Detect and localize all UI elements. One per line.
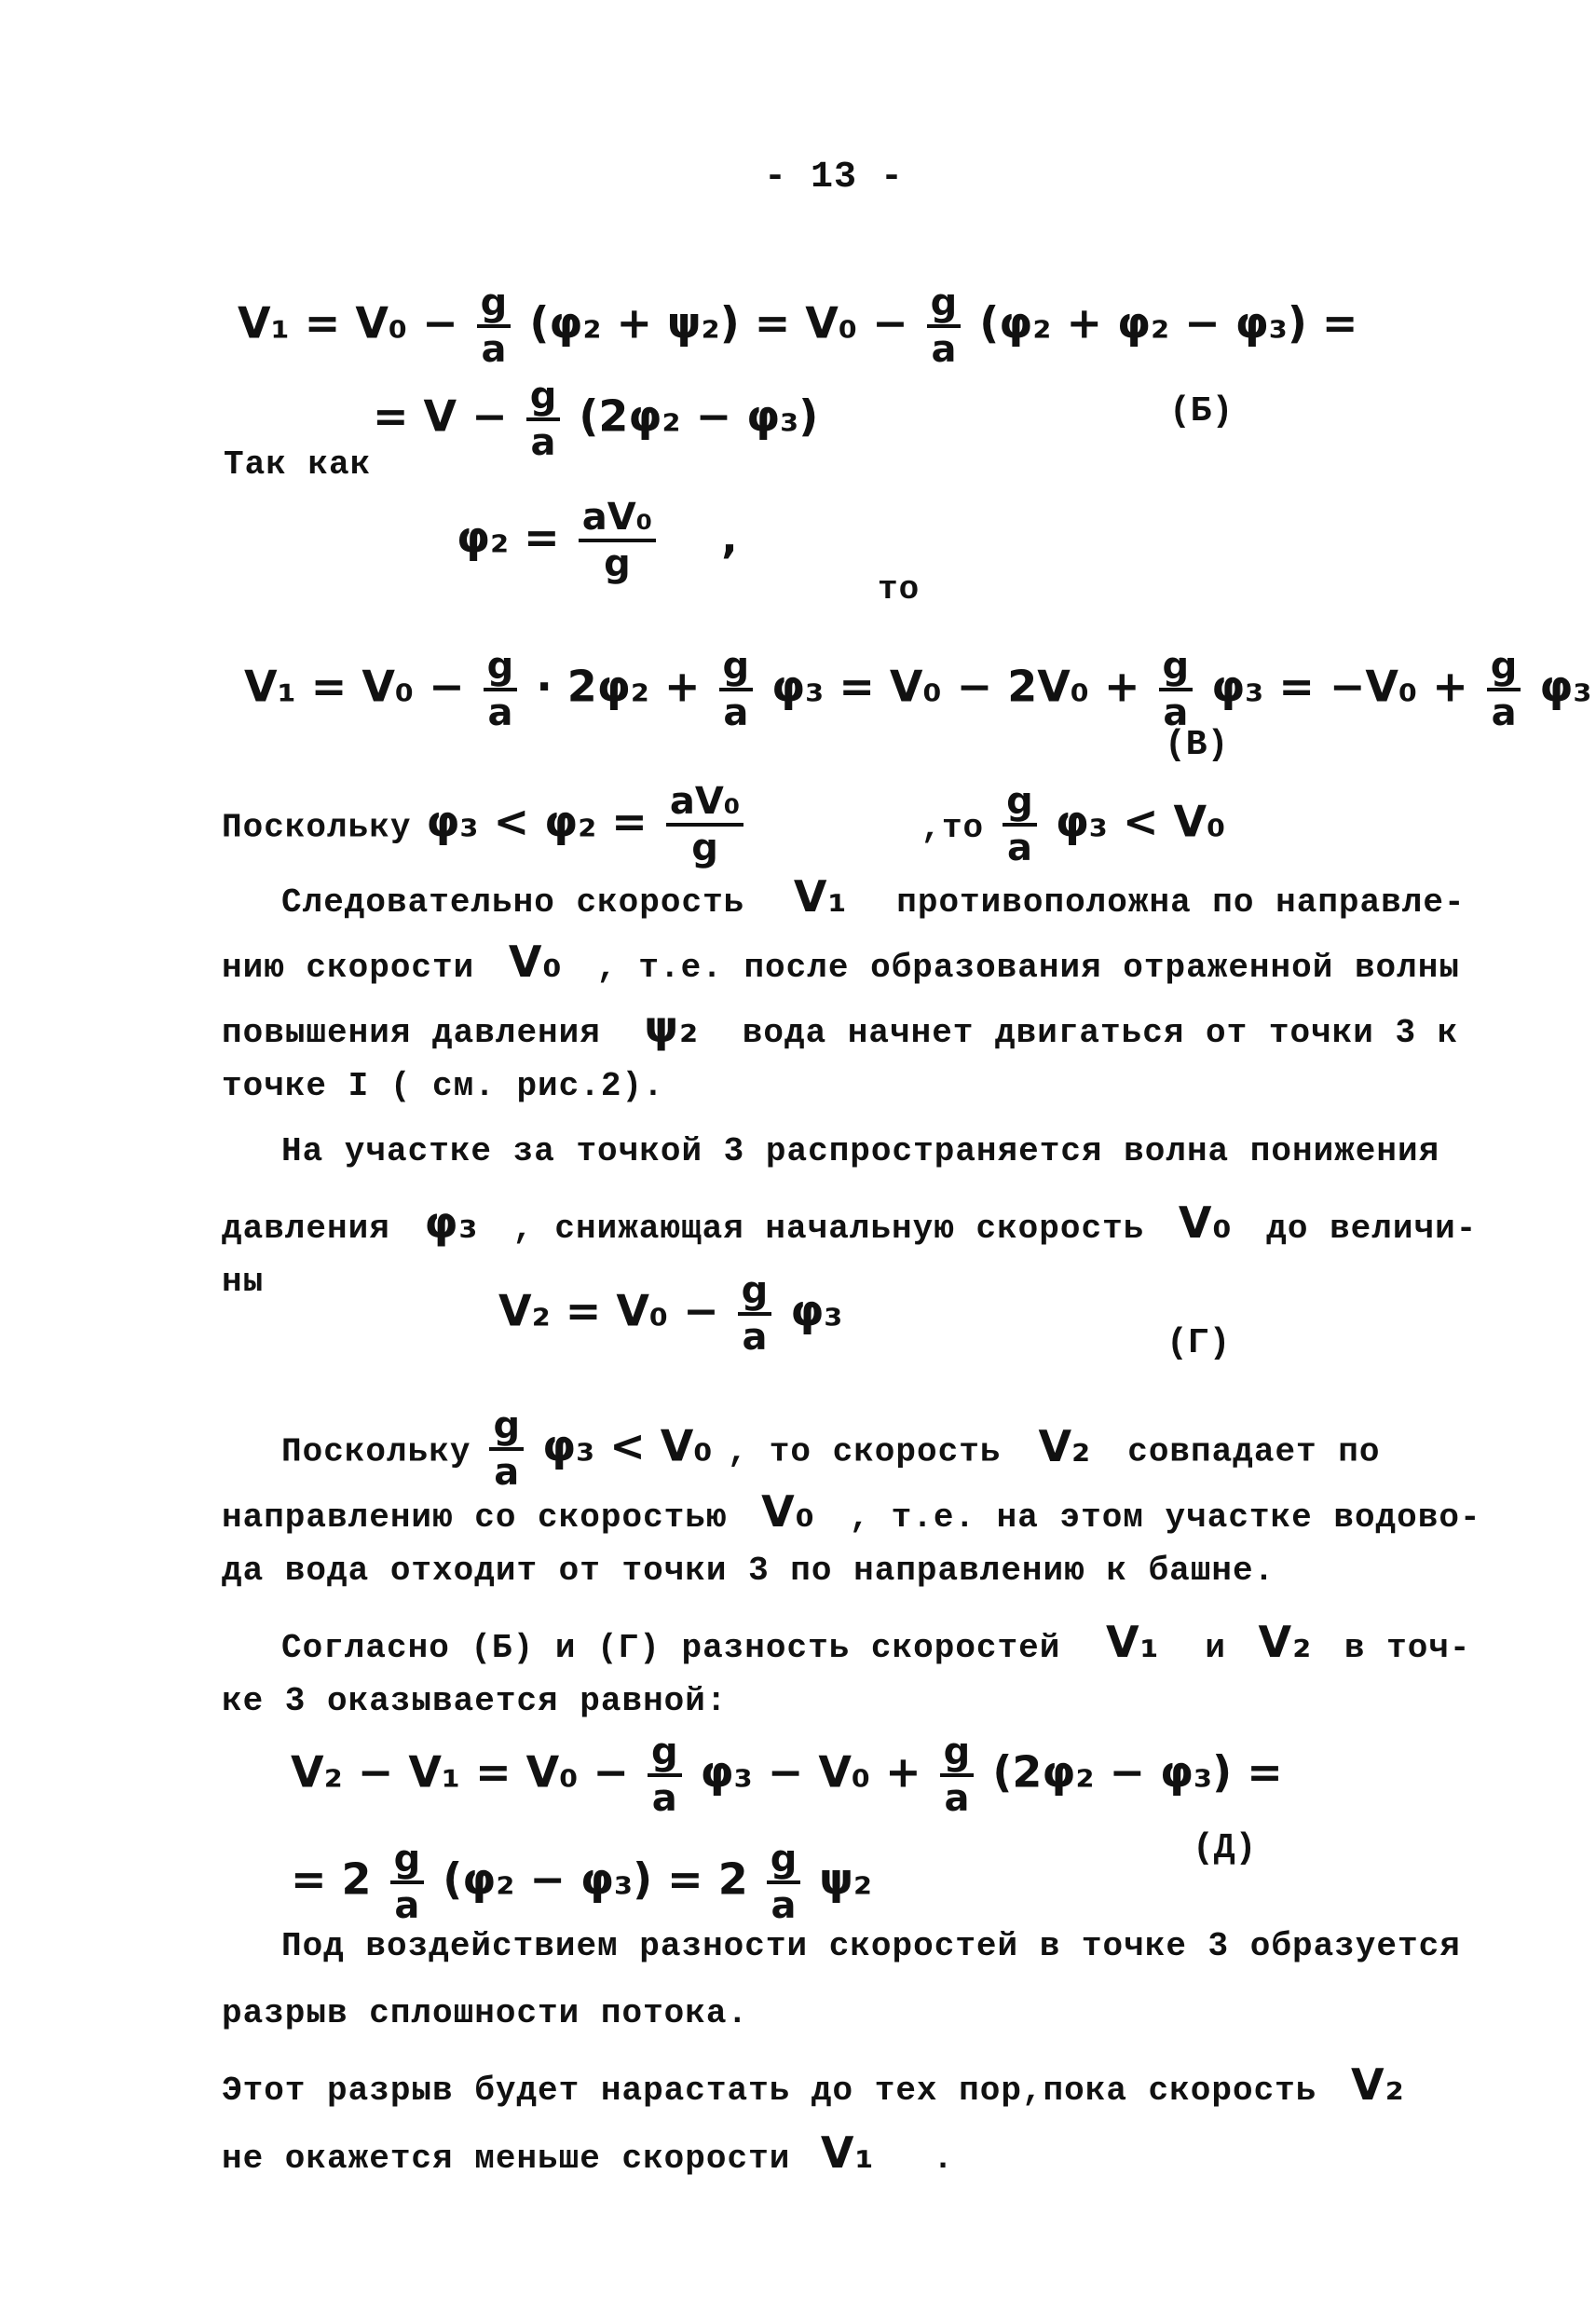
denominator: a bbox=[771, 1884, 797, 1927]
eq-text: φ₃ < V₀ bbox=[542, 1420, 713, 1471]
denominator: a bbox=[481, 328, 507, 371]
denominator: a bbox=[494, 1451, 520, 1494]
numerator: g bbox=[927, 284, 962, 328]
para3-line2 bbox=[222, 1197, 1477, 1248]
numerator: g bbox=[477, 284, 512, 328]
para6-line4 bbox=[222, 2127, 954, 2178]
text: Поскольку bbox=[281, 1432, 471, 1471]
denominator: a bbox=[944, 1777, 970, 1820]
numerator: g bbox=[390, 1840, 425, 1884]
fraction-av0-over-g bbox=[666, 780, 743, 869]
fraction-g-over-a bbox=[489, 1404, 524, 1494]
numerator: g bbox=[526, 377, 561, 421]
text: Следовательно скорость bbox=[281, 883, 745, 922]
text: , т.е. на этом участке водово- bbox=[849, 1498, 1481, 1537]
text: направлению со скоростью bbox=[222, 1498, 728, 1537]
symbol-v2: V₂ bbox=[1351, 2059, 1405, 2110]
text: до величи- bbox=[1266, 1210, 1478, 1248]
eq-text: = V − bbox=[373, 390, 508, 442]
text: , снижающая начальную скорость bbox=[512, 1210, 1145, 1248]
equation-b-line1 bbox=[238, 281, 1358, 371]
text: совпадает по bbox=[1127, 1432, 1381, 1471]
eq-text: φ₃ bbox=[790, 1285, 843, 1336]
fraction-av0-over-g bbox=[579, 496, 656, 585]
para4-line2 bbox=[222, 1486, 1481, 1537]
para4-line1 bbox=[281, 1404, 1381, 1494]
fraction-g-over-a bbox=[1003, 780, 1037, 869]
fraction-g-over-a bbox=[1487, 645, 1521, 734]
denominator: g bbox=[691, 827, 718, 869]
denominator: g bbox=[604, 542, 631, 585]
text: ,то bbox=[921, 808, 985, 847]
eq-text: φ₃ < V₀ bbox=[1055, 796, 1226, 847]
fraction-g-over-a bbox=[648, 1730, 682, 1820]
text: не окажется меньше скорости bbox=[222, 2140, 791, 2178]
para6-line1: Под воздействием разности скоростей в точке 3 образуется bbox=[281, 1927, 1461, 1965]
text: , то скорость bbox=[727, 1432, 1002, 1471]
numerator: g bbox=[1159, 648, 1194, 691]
symbol-v1: V₁ bbox=[820, 2127, 875, 2178]
fraction-g-over-a bbox=[526, 375, 561, 464]
symbol-phi3: φ₃ bbox=[424, 1197, 479, 1248]
eq-text: (2φ₂ − φ₃) bbox=[579, 390, 819, 442]
numerator: g bbox=[940, 1733, 975, 1777]
eq-text: φ₃ < φ₂ = bbox=[426, 796, 648, 847]
equation-g bbox=[498, 1269, 843, 1359]
equation-phi2 bbox=[457, 496, 738, 585]
numerator: g bbox=[484, 648, 518, 691]
eq-text: φ₃ = V₀ − 2V₀ + bbox=[771, 661, 1140, 712]
fraction-g-over-a bbox=[927, 281, 962, 371]
para5-line1 bbox=[281, 1617, 1471, 1667]
para2-line2 bbox=[222, 937, 1460, 987]
eq-text: V₁ = V₀ − bbox=[244, 661, 465, 712]
symbol-v0: V₀ bbox=[508, 937, 563, 987]
page-number: - 13 - bbox=[764, 157, 905, 198]
line-poskolku-1 bbox=[222, 780, 1226, 869]
symbol-v1: V₁ bbox=[1105, 1617, 1160, 1667]
text: противоположна по направле- bbox=[896, 883, 1466, 922]
text: и bbox=[1205, 1629, 1226, 1667]
symbol-v1: V₁ bbox=[793, 871, 848, 922]
fraction-g-over-a bbox=[390, 1838, 425, 1927]
fraction-g-over-a bbox=[940, 1730, 975, 1820]
para2-line3 bbox=[222, 1002, 1458, 1052]
numerator: g bbox=[738, 1272, 772, 1316]
eq-text: φ₃ bbox=[1539, 661, 1592, 712]
symbol-v2: V₂ bbox=[1038, 1420, 1091, 1471]
symbol-v2: V₂ bbox=[1258, 1617, 1313, 1667]
fraction-g-over-a bbox=[719, 645, 754, 734]
eq-comma: , bbox=[721, 512, 738, 563]
denominator: a bbox=[1163, 691, 1189, 734]
eq-text: (φ₂ − φ₃) = 2 bbox=[443, 1853, 748, 1905]
text-to: то bbox=[878, 570, 921, 609]
text: Этот разрыв будет нарастать до тех пор,пока скорость bbox=[222, 2072, 1317, 2110]
equation-label-v: (В) bbox=[1165, 725, 1229, 765]
denominator: a bbox=[931, 328, 957, 371]
eq-text: (φ₂ + ψ₂) = V₀ − bbox=[529, 297, 908, 349]
equation-label-g: (Г) bbox=[1166, 1323, 1231, 1363]
text: вода начнет двигаться от точки 3 к bbox=[742, 1014, 1459, 1052]
denominator: a bbox=[394, 1884, 420, 1927]
eq-text: (2φ₂ − φ₃) = bbox=[992, 1746, 1283, 1798]
fraction-g-over-a bbox=[477, 281, 512, 371]
para6-line3 bbox=[222, 2059, 1405, 2110]
fraction-g-over-a bbox=[1159, 645, 1194, 734]
eq-text: φ₃ − V₀ + bbox=[700, 1746, 921, 1798]
eq-text: V₁ = V₀ − bbox=[238, 297, 458, 349]
text: в точ- bbox=[1344, 1629, 1471, 1667]
text: . bbox=[933, 2140, 954, 2178]
para3-line1: На участке за точкой 3 распространяется волна понижения bbox=[281, 1132, 1440, 1170]
numerator: g bbox=[719, 648, 754, 691]
text-tak-kak: Так как bbox=[224, 445, 372, 484]
fraction-g-over-a bbox=[484, 645, 518, 734]
text: повышения давления bbox=[222, 1014, 601, 1052]
eq-text: = 2 bbox=[291, 1853, 372, 1905]
fraction-g-over-a bbox=[738, 1269, 772, 1359]
eq-text: V₂ = V₀ − bbox=[498, 1285, 719, 1336]
para4-line3: да вода отходит от точки 3 по направлению к башне. bbox=[222, 1552, 1275, 1590]
text: Согласно (Б) и (Г) разность скоростей bbox=[281, 1629, 1061, 1667]
numerator: g bbox=[767, 1840, 801, 1884]
denominator: a bbox=[530, 421, 556, 464]
eq-text: ψ₂ bbox=[819, 1853, 873, 1905]
symbol-v0: V₀ bbox=[761, 1486, 815, 1537]
para5-line2: ке 3 оказывается равной: bbox=[222, 1682, 728, 1720]
text: давления bbox=[222, 1210, 390, 1248]
numerator: g bbox=[1003, 783, 1037, 827]
equation-label-d: (Д) bbox=[1193, 1828, 1257, 1868]
denominator: a bbox=[1491, 691, 1517, 734]
eq-text: (φ₂ + φ₂ − φ₃) = bbox=[979, 297, 1358, 349]
para2-line1 bbox=[281, 871, 1466, 922]
para2-line4: точке I ( см. рис.2). bbox=[222, 1067, 664, 1105]
equation-label-b: (Б) bbox=[1169, 391, 1234, 431]
text: нию скорости bbox=[222, 949, 475, 987]
numerator: aV₀ bbox=[579, 499, 656, 542]
eq-text: φ₂ = bbox=[457, 512, 560, 563]
equation-b-line2 bbox=[373, 375, 819, 464]
eq-text: φ₃ = −V₀ + bbox=[1211, 661, 1468, 712]
eq-text: V₂ − V₁ = V₀ − bbox=[291, 1746, 629, 1798]
numerator: aV₀ bbox=[666, 783, 743, 827]
para3-line3: ны bbox=[222, 1263, 265, 1301]
equation-v bbox=[244, 645, 1592, 734]
numerator: g bbox=[489, 1407, 524, 1451]
text: Поскольку bbox=[222, 808, 412, 847]
para6-line2: разрыв сплошности потока. bbox=[222, 1994, 749, 2032]
denominator: a bbox=[487, 691, 513, 734]
symbol-v0: V₀ bbox=[1178, 1197, 1233, 1248]
equation-d-line1 bbox=[291, 1730, 1283, 1820]
eq-text: · 2φ₂ + bbox=[536, 661, 701, 712]
denominator: a bbox=[742, 1316, 768, 1359]
denominator: a bbox=[651, 1777, 677, 1820]
text: , т.е. после образования отраженной волны bbox=[596, 949, 1460, 987]
equation-d-line2 bbox=[291, 1838, 873, 1927]
numerator: g bbox=[648, 1733, 682, 1777]
numerator: g bbox=[1487, 648, 1521, 691]
symbol-psi2: ψ₂ bbox=[644, 1002, 700, 1052]
denominator: a bbox=[723, 691, 749, 734]
denominator: a bbox=[1006, 827, 1032, 869]
fraction-g-over-a bbox=[767, 1838, 801, 1927]
